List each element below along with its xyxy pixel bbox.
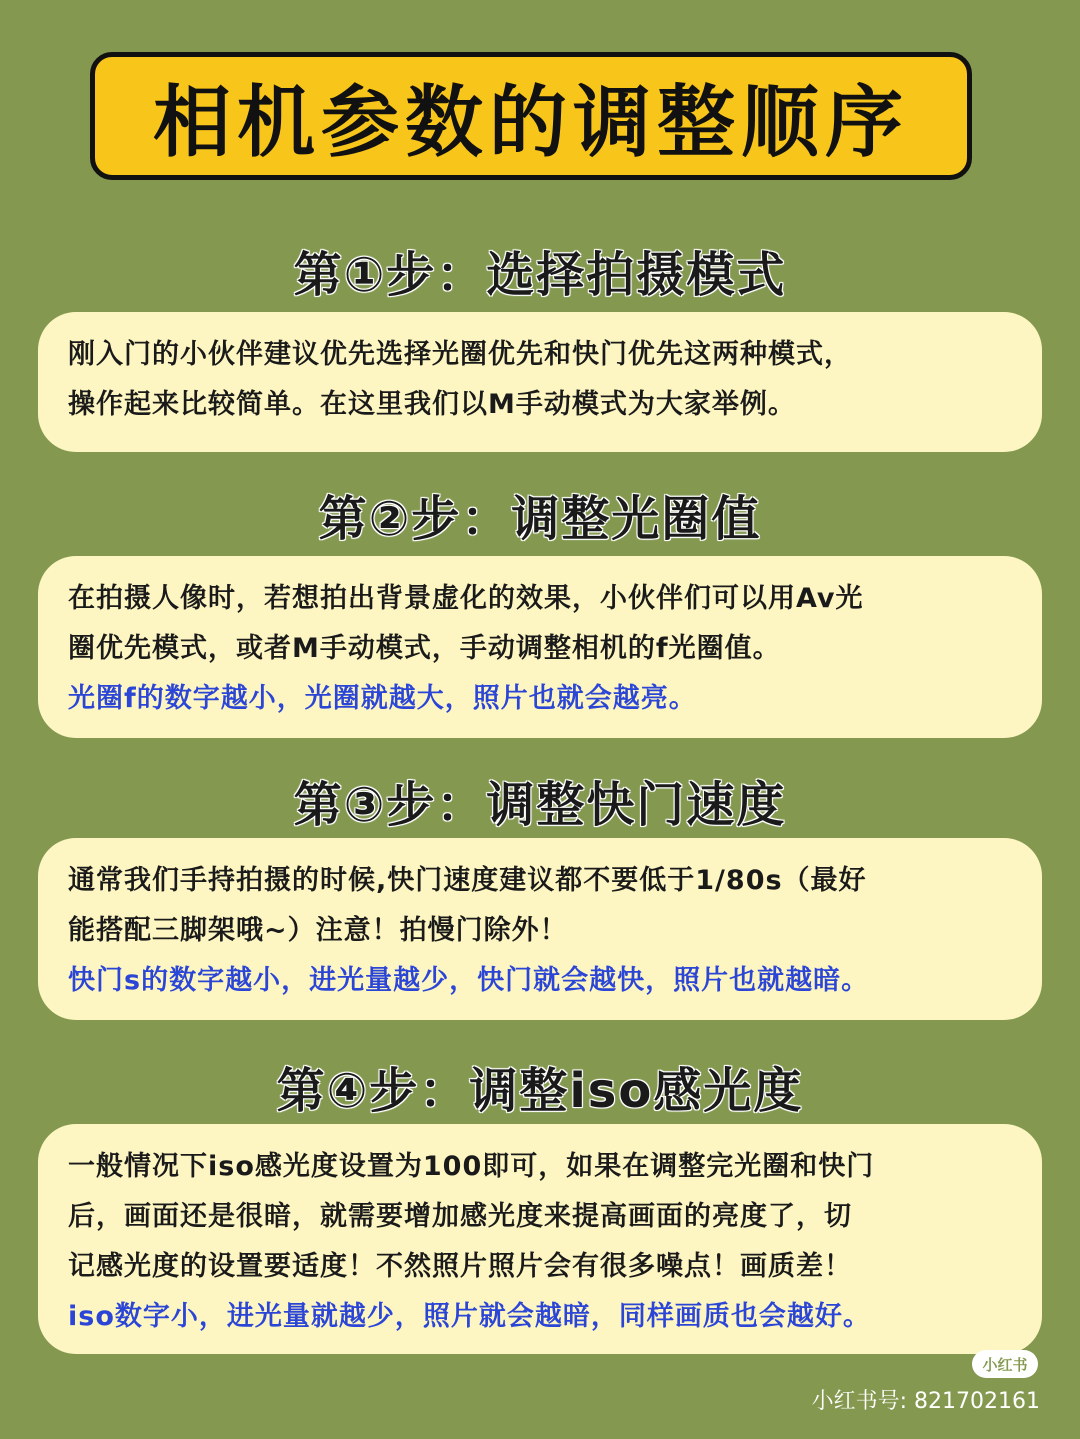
step-4-line-1: 一般情况下iso感光度设置为100即可，如果在调整完光圈和快门 <box>68 1151 875 1182</box>
step-4-card <box>38 1124 1042 1354</box>
step-4-heading: 第④步：调整iso感光度 <box>276 1063 804 1119</box>
step-3-heading: 第③步：调整快门速度 <box>293 777 787 833</box>
page-title: 相机参数的调整顺序 <box>152 78 909 168</box>
step-2-line-1: 在拍摄人像时，若想拍出背景虚化的效果，小伙伴们可以用Av光 <box>68 583 864 614</box>
xiaohongshu-logo: 小红书 <box>972 1350 1038 1378</box>
step-2-heading: 第②步：调整光圈值 <box>318 491 762 547</box>
step-2-card <box>38 556 1042 738</box>
step-3-card <box>38 838 1042 1020</box>
account-id: 小红书号: 821702161 <box>811 1389 1040 1414</box>
step-4-line-2: 后，画面还是很暗，就需要增加感光度来提高画面的亮度了，切 <box>68 1201 852 1232</box>
step-2-line-2: 圈优先模式，或者M手动模式，手动调整相机的f光圈值。 <box>68 633 781 664</box>
step-4-line-3: 记感光度的设置要适度！不然照片照片会有很多噪点！画质差！ <box>68 1251 852 1282</box>
step-3-line-2: 能搭配三脚架哦~）注意！拍慢门除外！ <box>68 915 568 946</box>
step-2-highlight: 光圈f的数字越小，光圈就越大，照片也就会越亮。 <box>68 683 697 714</box>
step-4-highlight: iso数字小，进光量就越少，照片就会越暗，同样画质也会越好。 <box>68 1301 871 1332</box>
step-1-card <box>38 312 1042 452</box>
step-3-line-1: 通常我们手持拍摄的时候,快门速度建议都不要低于1/80s（最好 <box>68 865 867 896</box>
title-banner <box>90 52 972 180</box>
step-3-highlight: 快门s的数字越小，进光量越少，快门就会越快，照片也就越暗。 <box>68 965 870 996</box>
step-1-line-1: 刚入门的小伙伴建议优先选择光圈优先和快门优先这两种模式， <box>68 339 852 370</box>
step-1-heading: 第①步：选择拍摄模式 <box>293 247 787 303</box>
step-1-line-2: 操作起来比较简单。在这里我们以M手动模式为大家举例。 <box>68 389 796 420</box>
